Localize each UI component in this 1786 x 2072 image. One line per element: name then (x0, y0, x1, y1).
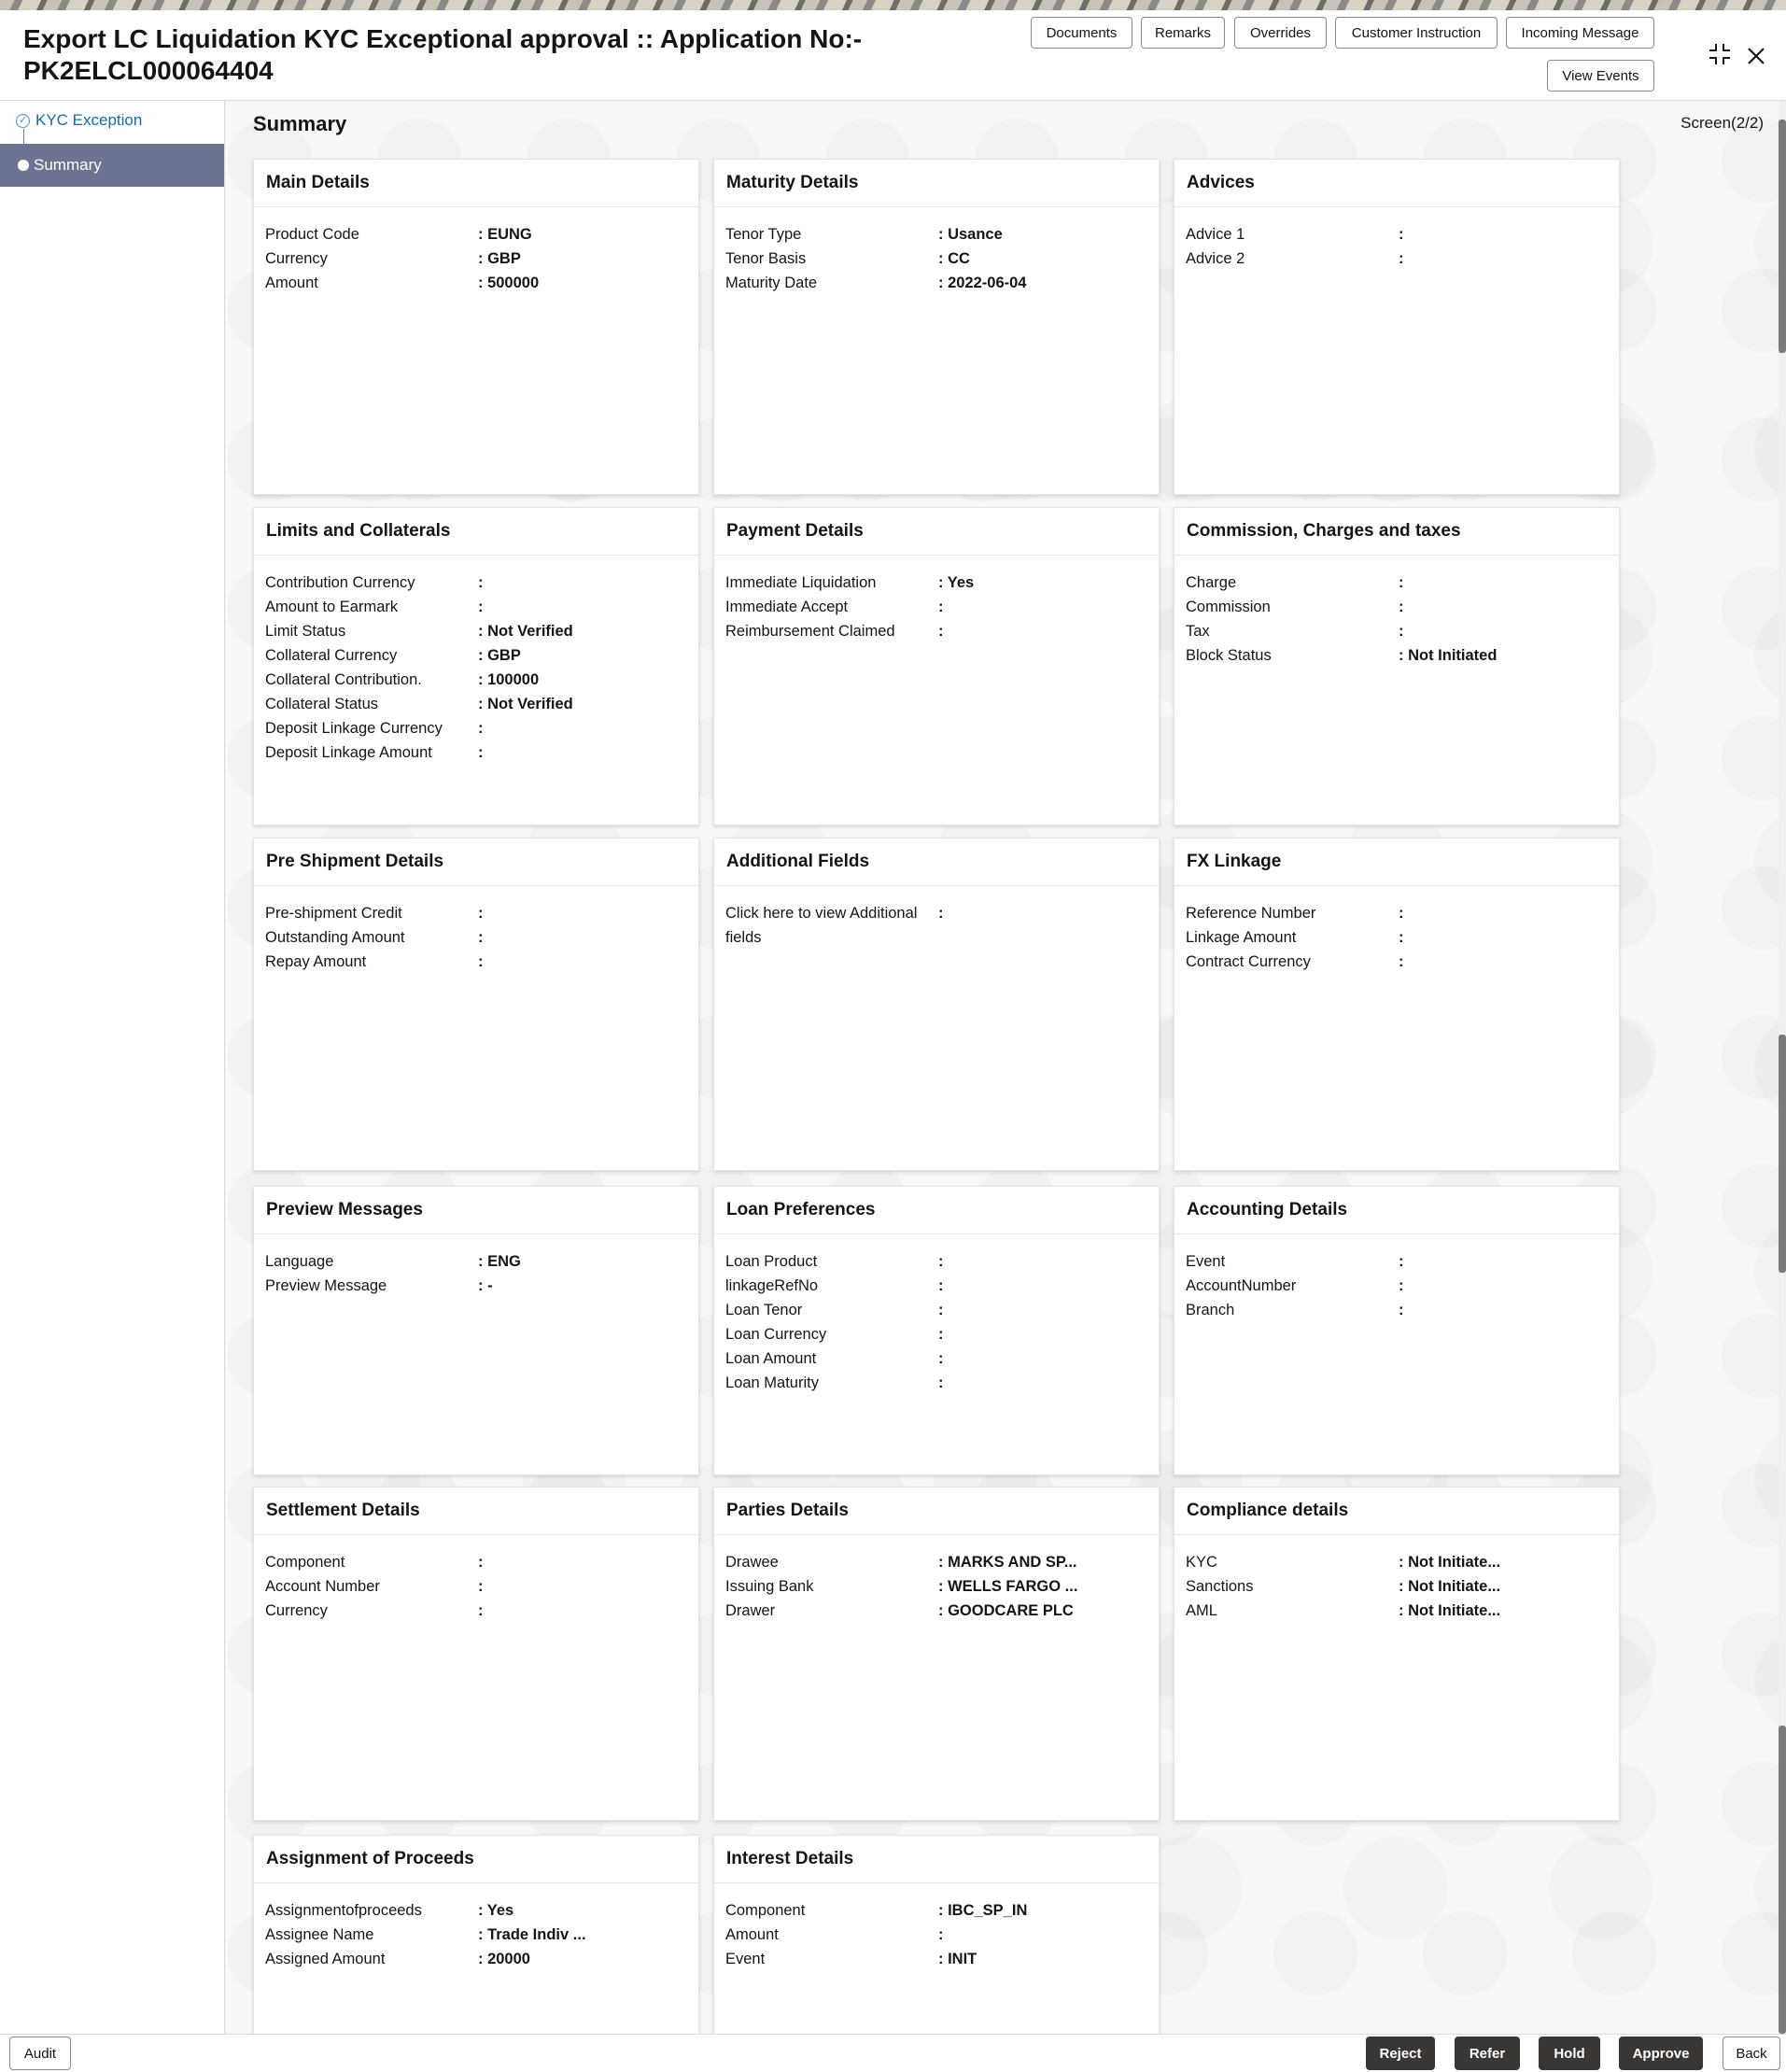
field-row (1186, 247, 1619, 271)
payment-details-card (713, 507, 1160, 825)
field-value: : (1399, 1302, 1404, 1318)
field-row (265, 247, 698, 271)
field-label: Assigned Amount (265, 1951, 386, 1967)
field-row (1186, 901, 1619, 925)
card-fields (254, 207, 698, 295)
field-label: Currency (265, 250, 328, 267)
overrides-button[interactable]: Overrides (1234, 17, 1327, 49)
field-value: : IBC_SP_IN (938, 1902, 1028, 1919)
loan-preferences-card (713, 1186, 1160, 1475)
card-fields (254, 556, 698, 765)
field-label: Collateral Status (265, 696, 379, 712)
reject-button[interactable]: Reject (1366, 2037, 1435, 2070)
field-value: : (1399, 623, 1404, 640)
field-value: : Not Verified (478, 623, 573, 640)
field-row (1186, 1574, 1619, 1599)
field-label: Loan Product (725, 1253, 818, 1270)
field-value: : 2022-06-04 (938, 275, 1027, 291)
field-value: : GBP (478, 250, 521, 267)
field-row (265, 950, 698, 974)
documents-button[interactable]: Documents (1031, 17, 1132, 49)
field-value: : MARKS AND SP... (938, 1554, 1077, 1571)
field-value: : (478, 720, 484, 737)
card-fields (1174, 886, 1619, 974)
field-value: : Not Initiated (1399, 647, 1498, 664)
card-title: Advices (1174, 160, 1619, 207)
field-label: Event (725, 1951, 766, 1967)
preview-messages-card (253, 1186, 699, 1475)
field-label: Advice 2 (1186, 250, 1245, 267)
field-value: : (938, 1277, 944, 1294)
field-value: : (478, 599, 484, 615)
field-row (1186, 925, 1619, 950)
card-fields (1174, 556, 1619, 668)
field-value: : 500000 (478, 275, 540, 291)
field-row (1186, 1298, 1619, 1322)
incoming-message-button[interactable]: Incoming Message (1506, 17, 1654, 49)
field-value: : (478, 744, 484, 761)
field-row (265, 716, 698, 740)
field-value: : (478, 1578, 484, 1595)
field-row (725, 1574, 1159, 1599)
card-fields (1174, 1535, 1619, 1623)
field-row (265, 1249, 698, 1274)
audit-button[interactable]: Audit (9, 2037, 71, 2070)
additional-fields-card (713, 838, 1160, 1171)
field-label: Collateral Currency (265, 647, 398, 664)
field-value: : (938, 1302, 944, 1318)
field-row (725, 1550, 1159, 1574)
current-step-icon (18, 160, 29, 171)
field-label: Language (265, 1253, 334, 1270)
field-row (725, 1249, 1159, 1274)
field-row (725, 1274, 1159, 1298)
field-label: Advice 1 (1186, 226, 1245, 243)
field-row (265, 595, 698, 619)
field-row (265, 1599, 698, 1623)
field-row (725, 1947, 1159, 1971)
sidebar-item-summary[interactable] (0, 144, 224, 187)
pre-shipment-details-card (253, 838, 699, 1171)
card-fields (714, 1234, 1159, 1395)
field-row (1186, 595, 1619, 619)
field-label: Immediate Liquidation (725, 574, 877, 591)
field-row (265, 271, 698, 295)
field-value: : - (478, 1277, 493, 1294)
field-value: : 20000 (478, 1951, 530, 1967)
field-row (725, 1322, 1159, 1346)
check-icon: ✓ (16, 114, 30, 128)
compliance-details-card (1174, 1487, 1620, 1821)
field-label: Repay Amount (265, 953, 367, 970)
advices-card (1174, 159, 1620, 495)
fx-linkage-card (1174, 838, 1620, 1171)
field-value: : (478, 1554, 484, 1571)
field-row (1186, 222, 1619, 247)
field-row (1186, 571, 1619, 595)
field-row (725, 1898, 1159, 1923)
card-fields (714, 886, 1159, 950)
field-row (725, 271, 1159, 295)
card-title: Assignment of Proceeds (254, 1836, 698, 1883)
field-row (265, 692, 698, 716)
field-row (265, 668, 698, 692)
scrollbar-thumb[interactable] (1779, 1726, 1786, 2034)
card-title: Settlement Details (254, 1487, 698, 1535)
field-label: AML (1186, 1602, 1217, 1619)
screen-indicator: Screen(2/2) (1681, 114, 1764, 132)
page-header (0, 10, 1786, 101)
field-value: : (1399, 953, 1404, 970)
field-value: : Usance (938, 226, 1003, 243)
field-label: KYC (1186, 1554, 1217, 1571)
field-label: Linkage Amount (1186, 929, 1297, 946)
settlement-details-card (253, 1487, 699, 1821)
field-value: : (478, 574, 484, 591)
field-row (1186, 643, 1619, 668)
field-value: : (938, 1926, 944, 1943)
field-row (725, 571, 1159, 595)
field-value: : INIT (938, 1951, 977, 1967)
field-value: : GBP (478, 647, 521, 664)
card-fields (254, 1234, 698, 1298)
field-label: Assignee Name (265, 1926, 374, 1943)
field-label: Block Status (1186, 647, 1272, 664)
section-title: Summary (253, 112, 347, 135)
field-row (725, 1923, 1159, 1947)
card-title: Additional Fields (714, 839, 1159, 886)
card-title: Loan Preferences (714, 1187, 1159, 1234)
field-label[interactable]: Click here to view Additional fields (725, 905, 918, 946)
field-label: Immediate Accept (725, 599, 849, 615)
field-value: : (478, 929, 484, 946)
field-value: : Not Verified (478, 696, 573, 712)
field-value: : CC (938, 250, 970, 267)
field-row (1186, 950, 1619, 974)
field-row (1186, 619, 1619, 643)
field-value: : (478, 953, 484, 970)
field-label: Currency (265, 1602, 328, 1619)
card-title: Accounting Details (1174, 1187, 1619, 1234)
card-title: Compliance details (1174, 1487, 1619, 1535)
field-label: Tenor Basis (725, 250, 807, 267)
accounting-details-card (1174, 1186, 1620, 1475)
field-row (265, 1574, 698, 1599)
field-label: Charge (1186, 574, 1237, 591)
sidebar-item-label: Summary (34, 156, 102, 174)
field-label: Component (725, 1902, 806, 1919)
field-row (265, 1550, 698, 1574)
field-value: : (1399, 599, 1404, 615)
field-row (725, 901, 1159, 950)
field-value: : (1399, 226, 1404, 243)
field-row (725, 619, 1159, 643)
field-label: Preview Message (265, 1277, 387, 1294)
field-label: Deposit Linkage Amount (265, 744, 432, 761)
page-title: Export LC Liquidation KYC Exceptional approval :: Application No:- PK2ELCL000064404 (23, 24, 863, 85)
field-label: Outstanding Amount (265, 929, 405, 946)
field-value: : (1399, 1277, 1404, 1294)
approve-button[interactable]: Approve (1619, 2037, 1703, 2070)
field-row (265, 925, 698, 950)
main-content (225, 101, 1786, 2034)
field-row (265, 1898, 698, 1923)
scrollbar-thumb[interactable] (1779, 1035, 1786, 1273)
field-value: : (938, 1253, 944, 1270)
sidebar (0, 101, 225, 2034)
field-value: : (1399, 1253, 1404, 1270)
field-row (265, 1274, 698, 1298)
field-row (1186, 1274, 1619, 1298)
field-label: Tenor Type (725, 226, 802, 243)
field-label: Loan Tenor (725, 1302, 803, 1318)
card-fields (1174, 1234, 1619, 1322)
field-label: Deposit Linkage Currency (265, 720, 443, 737)
field-label: Tax (1186, 623, 1210, 640)
field-label: Amount (725, 1926, 779, 1943)
card-title: FX Linkage (1174, 839, 1619, 886)
field-label: Drawee (725, 1554, 779, 1571)
field-label: Drawer (725, 1602, 776, 1619)
field-value: : (938, 599, 944, 615)
main-details-card (253, 159, 699, 495)
field-value: : Yes (938, 574, 975, 591)
field-row (265, 1923, 698, 1947)
field-label: Contract Currency (1186, 953, 1311, 970)
card-title: Maturity Details (714, 160, 1159, 207)
field-label: Product Code (265, 226, 359, 243)
field-label: AccountNumber (1186, 1277, 1297, 1294)
card-title: Parties Details (714, 1487, 1159, 1535)
remarks-button[interactable]: Remarks (1141, 17, 1225, 49)
collapse-icon[interactable] (1708, 42, 1732, 72)
field-value: : (1399, 574, 1404, 591)
field-value: : (938, 905, 944, 922)
field-row (725, 1346, 1159, 1371)
field-row (725, 247, 1159, 271)
field-value: : EUNG (478, 226, 532, 243)
field-label: Amount (265, 275, 318, 291)
field-label: linkageRefNo (725, 1277, 819, 1294)
card-fields (254, 886, 698, 974)
field-value: : (1399, 905, 1404, 922)
card-title: Main Details (254, 160, 698, 207)
card-fields (714, 1535, 1159, 1623)
field-value: : (1399, 250, 1404, 267)
card-title: Preview Messages (254, 1187, 698, 1234)
field-label: Amount to Earmark (265, 599, 399, 615)
field-label: Issuing Bank (725, 1578, 814, 1595)
field-row (265, 222, 698, 247)
field-value: : 100000 (478, 671, 540, 688)
field-label: Loan Maturity (725, 1374, 819, 1391)
sidebar-item-kyc-exception[interactable] (0, 101, 224, 138)
card-title: Commission, Charges and taxes (1174, 508, 1619, 556)
card-fields (714, 1883, 1159, 1971)
field-label: Reference Number (1186, 905, 1316, 922)
field-label: Limit Status (265, 623, 346, 640)
field-row (1186, 1249, 1619, 1274)
limits-and-collaterals-card (253, 507, 699, 825)
footer-bar (0, 2034, 1786, 2072)
customer-instruction-button[interactable]: Customer Instruction (1335, 17, 1498, 49)
field-row (265, 643, 698, 668)
card-title: Limits and Collaterals (254, 508, 698, 556)
assignment-of-proceeds-card (253, 1835, 699, 2034)
maturity-details-card (713, 159, 1160, 495)
field-label: Loan Currency (725, 1326, 827, 1343)
card-fields (714, 207, 1159, 295)
card-title: Payment Details (714, 508, 1159, 556)
field-label: Event (1186, 1253, 1226, 1270)
field-value: : ENG (478, 1253, 521, 1270)
field-row (265, 619, 698, 643)
field-label: Loan Amount (725, 1350, 817, 1367)
card-title: Interest Details (714, 1836, 1159, 1883)
field-label: Component (265, 1554, 345, 1571)
refer-button[interactable]: Refer (1455, 2037, 1520, 2070)
field-row (725, 222, 1159, 247)
field-row (265, 740, 698, 765)
field-value: : (938, 1326, 944, 1343)
scrollbar-thumb[interactable] (1779, 120, 1786, 353)
back-button[interactable]: Back (1723, 2037, 1780, 2070)
field-row (265, 1947, 698, 1971)
field-label: Reimbursement Claimed (725, 623, 895, 640)
close-icon[interactable] (1746, 44, 1766, 72)
field-label: Account Number (265, 1578, 380, 1595)
field-value: : Not Initiate... (1399, 1602, 1501, 1619)
field-value: : GOODCARE PLC (938, 1602, 1074, 1619)
field-label: Branch (1186, 1302, 1235, 1318)
field-label: Commission (1186, 599, 1271, 615)
field-label: Sanctions (1186, 1578, 1254, 1595)
card-fields (1174, 207, 1619, 271)
field-row (725, 1298, 1159, 1322)
field-label: Pre-shipment Credit (265, 905, 402, 922)
field-row (1186, 1599, 1619, 1623)
card-fields (254, 1883, 698, 1971)
field-value: : (938, 1350, 944, 1367)
card-fields (254, 1535, 698, 1623)
field-row (265, 901, 698, 925)
field-value: : Trade Indiv ... (478, 1926, 586, 1943)
parties-details-card (713, 1487, 1160, 1821)
sidebar-item-label: KYC Exception (35, 111, 143, 129)
top-decorative-strip (0, 0, 1786, 10)
field-label: Contribution Currency (265, 574, 415, 591)
field-row (1186, 1550, 1619, 1574)
field-value: : Yes (478, 1902, 514, 1919)
field-row (725, 595, 1159, 619)
card-fields (714, 556, 1159, 643)
commission-charges-and-taxes-card (1174, 507, 1620, 825)
field-label: Collateral Contribution. (265, 671, 422, 688)
hold-button[interactable]: Hold (1539, 2037, 1600, 2070)
field-row (725, 1371, 1159, 1395)
card-title: Pre Shipment Details (254, 839, 698, 886)
field-value: : (938, 623, 944, 640)
field-value: : (478, 1602, 484, 1619)
field-value: : (478, 905, 484, 922)
field-row (265, 571, 698, 595)
field-value: : Not Initiate... (1399, 1554, 1501, 1571)
field-row (725, 1599, 1159, 1623)
field-value: : Not Initiate... (1399, 1578, 1501, 1595)
field-label: Assignmentofproceeds (265, 1902, 422, 1919)
interest-details-card (713, 1835, 1160, 2034)
field-value: : WELLS FARGO ... (938, 1578, 1078, 1595)
vertical-scrollbar[interactable] (1779, 101, 1786, 2034)
view-events-button[interactable]: View Events (1547, 60, 1654, 92)
field-label: Maturity Date (725, 275, 818, 291)
field-value: : (938, 1374, 944, 1391)
field-value: : (1399, 929, 1404, 946)
